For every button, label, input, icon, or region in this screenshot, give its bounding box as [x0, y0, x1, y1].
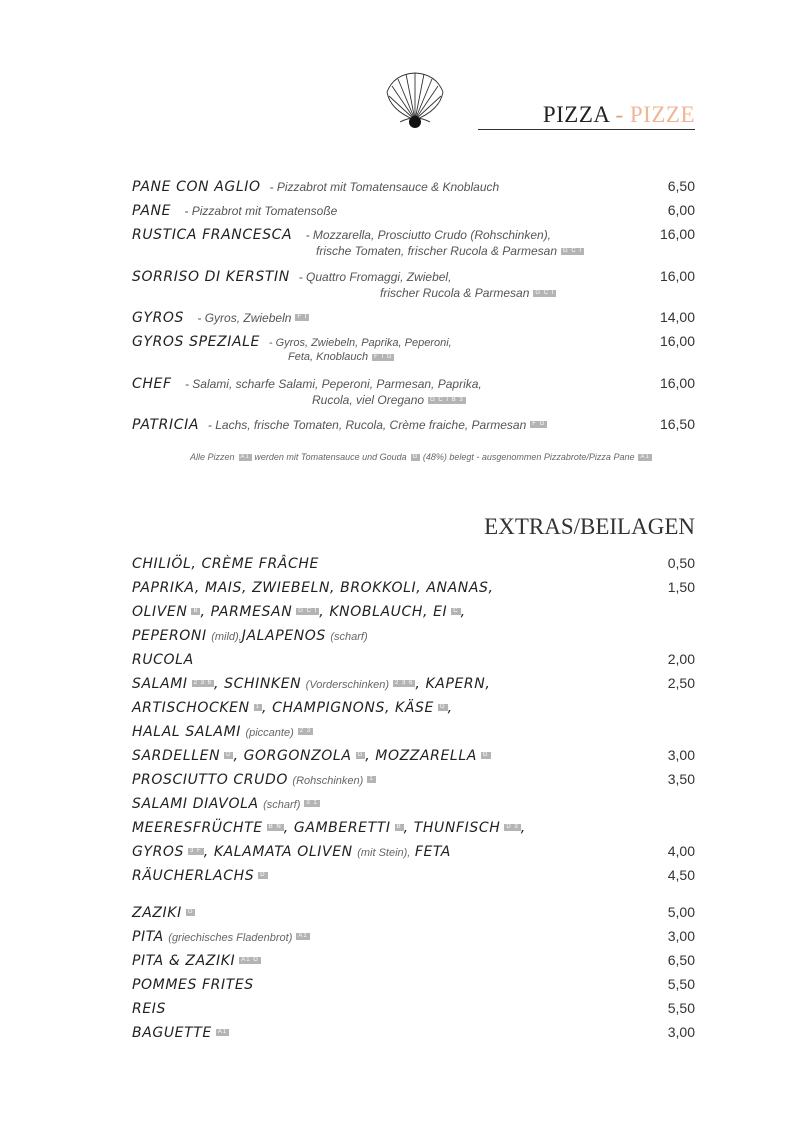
allergen-badge: F I G	[374, 353, 393, 360]
allergen-badge: G	[412, 454, 419, 461]
allergen-badge: G C I B 3	[430, 397, 464, 404]
extras-row	[132, 1024, 695, 1042]
extras-row	[132, 843, 695, 861]
footnote-text-b: werden mit Tomatensauce und Gouda	[254, 452, 407, 462]
extras-row	[132, 675, 695, 693]
menu-item-rustica-francesca	[132, 226, 695, 258]
extra-name: SALAMI	[132, 676, 188, 692]
page-title	[478, 102, 695, 130]
allergen-badge: B N	[268, 824, 282, 831]
extra-name: CHILIÖL, CRÈME FRÂCHE	[132, 556, 319, 572]
extra-name: ,	[460, 604, 466, 620]
allergen-badge: G C I	[535, 290, 555, 297]
extra-price: 5,00	[667, 904, 695, 920]
extras-row	[132, 603, 695, 621]
extra-name: PEPERONI	[132, 628, 207, 644]
item-name: RUSTICA FRANCESCA	[132, 227, 293, 243]
extras-row	[132, 952, 695, 970]
title-separator: -	[609, 102, 630, 127]
allergen-badge: A1	[240, 454, 250, 461]
menu-item-chef	[132, 375, 695, 407]
extra-name: , KNOBLAUCH, EI	[319, 604, 448, 620]
allergen-badge: A1	[298, 933, 308, 940]
extras-row	[132, 928, 695, 946]
allergen-badge: G C I	[563, 248, 583, 255]
extra-name: PROSCIUTTO CRUDO	[132, 772, 288, 788]
extra-name: , CHAMPIGNONS, KÄSE	[262, 700, 434, 716]
item-name: GYROS	[132, 310, 185, 326]
item-desc: - Quattro Fromaggi, Zwiebel,	[298, 270, 452, 284]
extras-row	[132, 1000, 695, 1018]
extras-row	[132, 651, 695, 669]
extra-name: RÄUCHERLACHS	[132, 868, 255, 884]
extra-note: (scharf)	[263, 799, 301, 811]
extra-price: 3,00	[667, 1024, 695, 1040]
item-price: 16,00	[659, 226, 695, 242]
extra-name: POMMES FRITES	[132, 977, 254, 993]
extra-price: 1,50	[667, 579, 695, 595]
menu-item-gyros	[132, 309, 695, 327]
extra-name: PITA & ZAZIKI	[132, 953, 236, 969]
extra-name: , MOZZARELLA	[365, 748, 477, 764]
extra-price: 2,00	[667, 651, 695, 667]
item-desc-2: frischer Rucola & Parmesan	[380, 286, 530, 300]
extras-row	[132, 723, 695, 741]
extra-name: GYROS	[132, 844, 185, 860]
allergen-badge: 2 3	[299, 728, 312, 735]
extra-price: 4,50	[667, 867, 695, 883]
title-accent: PIZZE	[629, 102, 695, 127]
extra-price: 5,50	[667, 976, 695, 992]
extra-name: SARDELLEN	[132, 748, 221, 764]
item-desc: - Lachs, frische Tomaten, Rucola, Crème fraiche, Parmesan	[207, 418, 527, 432]
item-name: PATRICIA	[132, 417, 199, 433]
extra-name: , PARMESAN	[200, 604, 293, 620]
extra-name: , KALAMATA OLIVEN	[203, 844, 353, 860]
item-price: 14,00	[659, 309, 695, 325]
extra-name: MEERESFRÜCHTE	[132, 820, 263, 836]
extra-note: (scharf)	[330, 631, 368, 643]
item-desc-2: Feta, Knoblauch	[288, 351, 369, 363]
footnote-text-a: Alle Pizzen	[190, 452, 235, 462]
item-desc-2: Rucola, viel Oregano	[312, 393, 425, 407]
extra-name: PITA	[132, 929, 164, 945]
extra-name: , KAPERN,	[415, 676, 491, 692]
extras-row	[132, 579, 695, 597]
extra-name: , SCHINKEN	[214, 676, 302, 692]
item-name: PANE	[132, 203, 172, 219]
allergen-badge: G	[439, 704, 446, 711]
menu-item-sorriso-di-kerstin	[132, 268, 695, 300]
extra-name: OLIVEN	[132, 604, 188, 620]
allergen-badge: 2 3 6	[395, 680, 414, 687]
extras-row	[132, 867, 695, 885]
extra-name: REIS	[132, 1001, 166, 1017]
item-price: 6,00	[667, 202, 695, 218]
allergen-badge: C	[453, 608, 459, 615]
item-price: 16,00	[659, 375, 695, 391]
item-price: 16,50	[659, 416, 695, 432]
extra-name: ,	[447, 700, 453, 716]
extras-row	[132, 747, 695, 765]
menu-item-pane	[132, 202, 695, 220]
allergen-badge: G	[187, 909, 194, 916]
extra-name: PAPRIKA, MAIS, ZWIEBELN, BROKKOLI, ANANAS,	[132, 580, 494, 596]
extra-price: 6,50	[667, 952, 695, 968]
item-desc-2: frische Tomaten, frischer Rucola & Parmesan	[316, 244, 557, 258]
extra-name: JALAPENOS	[241, 628, 326, 644]
extras-title: EXTRAS/BEILAGEN	[484, 514, 695, 539]
extra-name: FETA	[414, 844, 451, 860]
allergen-badge: A1	[640, 454, 650, 461]
item-desc: - Pizzabrot mit Tomatensoße	[184, 204, 338, 218]
allergen-badge: 1	[369, 776, 374, 783]
extra-price: 3,50	[667, 771, 695, 787]
extra-name: ,	[520, 820, 526, 836]
extra-price: 4,00	[667, 843, 695, 859]
extras-row	[132, 555, 695, 573]
extra-price: 0,50	[667, 555, 695, 571]
extra-name: ZAZIKI	[132, 905, 182, 921]
item-price: 16,00	[659, 268, 695, 284]
extras-row	[132, 627, 695, 645]
item-desc: - Pizzabrot mit Tomatensauce & Knoblauch	[269, 180, 500, 194]
item-desc: - Gyros, Zwiebeln, Paprika, Peperoni,	[268, 337, 452, 349]
extras-row	[132, 795, 695, 813]
footnote-text-c: (48%) belegt - ausgenommen Pizzabrote/Pizza Pane	[422, 452, 635, 462]
extra-name: HALAL SALAMI	[132, 724, 241, 740]
extra-note: (Rohschinken)	[292, 775, 364, 787]
extras-row	[132, 699, 695, 717]
allergen-badge: F G	[532, 421, 546, 428]
allergen-badge: 3 F	[190, 848, 202, 855]
shell-logo-icon	[384, 70, 446, 130]
extra-name: , GAMBERETTI	[283, 820, 391, 836]
footnote	[190, 452, 652, 462]
item-name: SORRISO DI KERSTIN	[132, 269, 290, 285]
extra-name: , GORGONZOLA	[233, 748, 352, 764]
extra-name: , THUNFISCH	[403, 820, 501, 836]
allergen-badge: G	[357, 752, 364, 759]
extra-note: (piccante)	[245, 727, 294, 739]
item-name: GYROS SPEZIALE	[132, 334, 261, 350]
allergen-badge: B	[396, 824, 402, 831]
allergen-badge: B	[193, 608, 199, 615]
menu-item-pane-con-aglio	[132, 178, 695, 196]
extras-row	[132, 819, 695, 837]
item-desc: - Mozzarella, Prosciutto Crudo (Rohschinken),	[305, 228, 552, 242]
extras-row	[132, 976, 695, 994]
extra-price: 3,00	[667, 928, 695, 944]
item-name: CHEF	[132, 376, 172, 392]
allergen-badge: G	[482, 752, 489, 759]
extras-row	[132, 904, 695, 922]
allergen-badge: 3 1	[306, 800, 318, 807]
extra-note: (griechisches Fladenbrot)	[168, 932, 293, 944]
item-desc: - Salami, scharfe Salami, Peperoni, Parmesan, Paprika,	[184, 377, 482, 391]
extras-row	[132, 771, 695, 789]
allergen-badge: D	[260, 872, 266, 879]
extra-note: (mit Stein),	[357, 847, 411, 859]
allergen-badge: A1	[217, 1029, 228, 1036]
item-price: 6,50	[667, 178, 695, 194]
extra-price: 3,00	[667, 747, 695, 763]
item-name: PANE CON AGLIO	[132, 179, 261, 195]
extra-price: 2,50	[667, 675, 695, 691]
allergen-badge: F I	[297, 314, 308, 321]
allergen-badge: D	[226, 752, 232, 759]
extra-note: (Vorderschinken)	[305, 679, 390, 691]
extra-note: (mild),	[211, 631, 242, 643]
extra-price: 5,50	[667, 1000, 695, 1016]
allergen-badge: 2 3 6	[193, 680, 213, 687]
title-main: PIZZA	[542, 102, 610, 127]
extra-name: SALAMI DIAVOLA	[132, 796, 259, 812]
allergen-badge: D 3	[506, 824, 519, 831]
menu-item-patricia	[132, 416, 695, 434]
extra-name: ARTISCHOCKEN	[132, 700, 250, 716]
menu-item-gyros-speziale	[132, 333, 695, 363]
extra-name: RUCOLA	[132, 652, 194, 668]
allergen-badge: A1 G	[241, 957, 259, 964]
item-desc: - Gyros, Zwiebeln	[197, 311, 292, 325]
allergen-badge: G C I	[298, 608, 318, 615]
extra-name: BAGUETTE	[132, 1025, 212, 1041]
item-price: 16,00	[659, 333, 695, 349]
allergen-badge: 1	[255, 704, 261, 711]
